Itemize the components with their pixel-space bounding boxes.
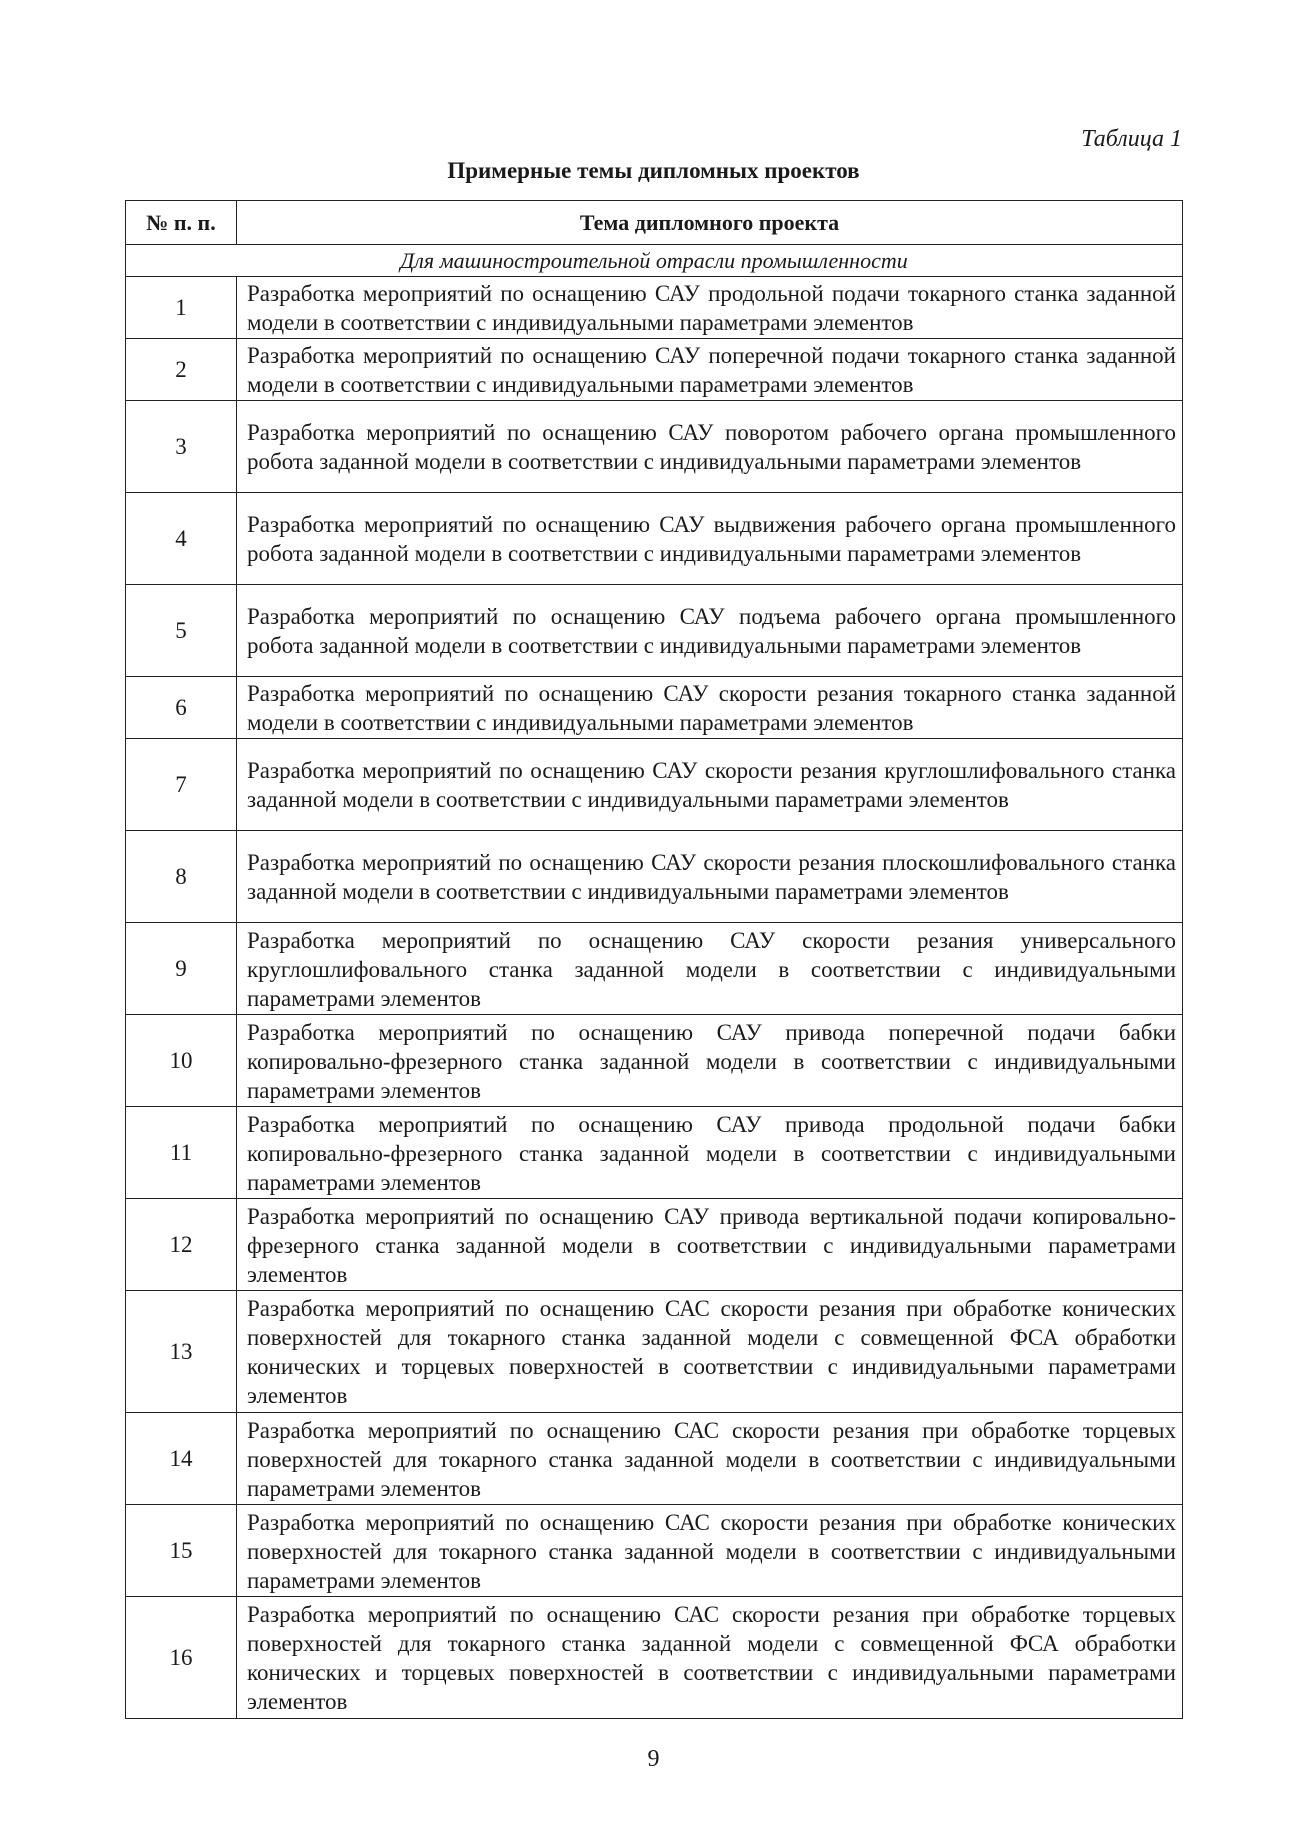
row-number: 8 [126,831,237,923]
page-number: 9 [647,1746,660,1772]
row-number: 6 [126,677,237,739]
row-number: 9 [126,923,237,1015]
table-row [126,1199,1183,1291]
table-row [126,677,1183,739]
section-heading: Для машиностроительной отрасли промышленности [126,245,1183,277]
row-topic: Разработка мероприятий по оснащению САС скорости резания при обработке конических поверхностей для токарного станка заданной модели в соответствии с индивидуальными параметрами элементов [237,1505,1183,1597]
row-number: 1 [126,277,237,339]
topics-table [125,200,1183,1719]
row-number: 16 [126,1597,237,1719]
row-number: 4 [126,493,237,585]
table-row [126,1505,1183,1597]
row-topic: Разработка мероприятий по оснащению САУ скорости резания плоскошлифовального станка заданной модели в соответствии с индивидуальными параметрами элементов [237,831,1183,923]
header-row [126,201,1183,245]
row-number: 5 [126,585,237,677]
row-number: 15 [126,1505,237,1597]
row-topic: Разработка мероприятий по оснащению САУ скорости резания токарного станка заданной модели в соответствии с индивидуальными параметрами элементов [237,677,1183,739]
table-body [126,245,1183,1719]
row-topic: Разработка мероприятий по оснащению САС скорости резания при обработке конических поверхностей для токарного станка заданной модели с совмещенной ФСА обработки конических и торцевых поверхностей в соответствии с индивидуальными параметрами элементов [237,1291,1183,1413]
row-topic: Разработка мероприятий по оснащению САУ скорости резания круглошлифовального станка заданной модели в соответствии с индивидуальными параметрами элементов [237,739,1183,831]
table-row [126,277,1183,339]
row-topic: Разработка мероприятий по оснащению САУ скорости резания универсального круглошлифовального станка заданной модели в соответствии с индивидуальными параметрами элементов [237,923,1183,1015]
table-row [126,831,1183,923]
table-row [126,339,1183,401]
table-row [126,923,1183,1015]
row-number: 12 [126,1199,237,1291]
table-row [126,1291,1183,1413]
table-caption: Таблица 1 [1081,126,1182,152]
row-number: 13 [126,1291,237,1413]
table-row [126,1413,1183,1505]
row-topic: Разработка мероприятий по оснащению САУ подъема рабочего органа промышленного робота заданной модели в соответствии с индивидуальными параметрами элементов [237,585,1183,677]
column-header-number: № п. п. [126,201,237,245]
row-number: 14 [126,1413,237,1505]
row-number: 10 [126,1015,237,1107]
row-number: 11 [126,1107,237,1199]
row-topic: Разработка мероприятий по оснащению САУ привода вертикальной подачи копировально-фрезерного станка заданной модели в соответствии с индивидуальными параметрами элементов [237,1199,1183,1291]
row-number: 2 [126,339,237,401]
row-topic: Разработка мероприятий по оснащению САУ поперечной подачи токарного станка заданной модели в соответствии с индивидуальными параметрами элементов [237,339,1183,401]
table-row [126,493,1183,585]
table-header [126,201,1183,245]
row-topic: Разработка мероприятий по оснащению САС скорости резания при обработке торцевых поверхностей для токарного станка заданной модели в соответствии с индивидуальными параметрами элементов [237,1413,1183,1505]
section-row [126,245,1183,277]
table-row [126,585,1183,677]
row-topic: Разработка мероприятий по оснащению САС скорости резания при обработке торцевых поверхностей для токарного станка заданной модели с совмещенной ФСА обработки конических и торцевых поверхностей в соответствии с индивидуальными параметрами элементов [237,1597,1183,1719]
row-number: 3 [126,401,237,493]
row-number: 7 [126,739,237,831]
row-topic: Разработка мероприятий по оснащению САУ поворотом рабочего органа промышленного робота заданной модели в соответствии с индивидуальными параметрами элементов [237,401,1183,493]
row-topic: Разработка мероприятий по оснащению САУ выдвижения рабочего органа промышленного робота заданной модели в соответствии с индивидуальными параметрами элементов [237,493,1183,585]
table-title: Примерные темы дипломных проектов [447,158,860,183]
row-topic: Разработка мероприятий по оснащению САУ привода продольной подачи бабки копировально-фрезерного станка заданной модели в соответствии с индивидуальными параметрами элементов [237,1107,1183,1199]
row-topic: Разработка мероприятий по оснащению САУ привода поперечной подачи бабки копировально-фрезерного станка заданной модели в соответствии с индивидуальными параметрами элементов [237,1015,1183,1107]
row-topic: Разработка мероприятий по оснащению САУ продольной подачи токарного станка заданной модели в соответствии с индивидуальными параметрами элементов [237,277,1183,339]
table-row [126,739,1183,831]
column-header-topic: Тема дипломного проекта [237,201,1183,245]
table-row [126,1597,1183,1719]
table-row [126,401,1183,493]
table-row [126,1107,1183,1199]
table-row [126,1015,1183,1107]
